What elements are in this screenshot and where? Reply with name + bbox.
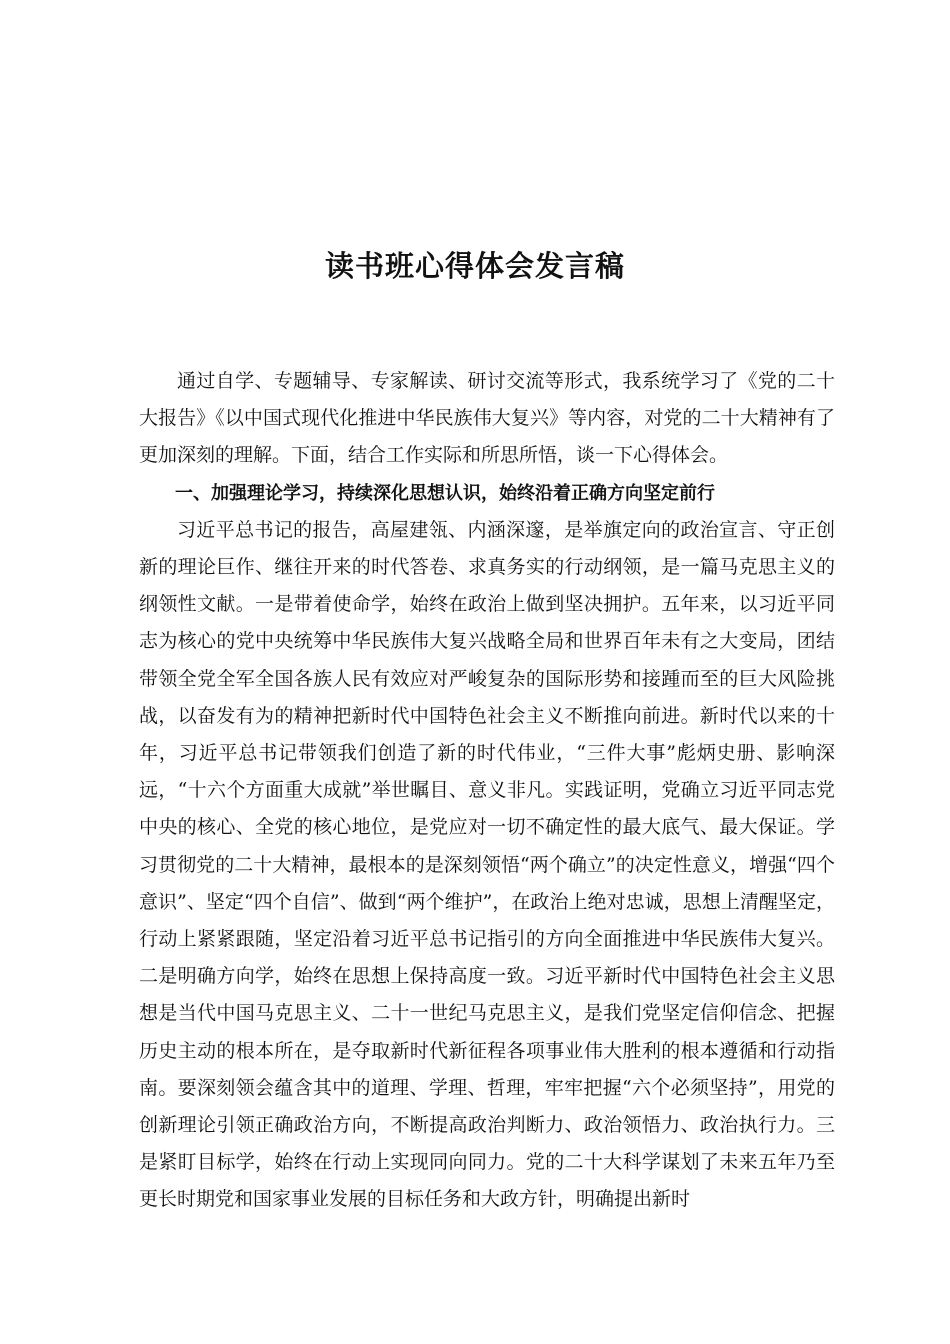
intro-paragraph: 通过自学、专题辅导、专家解读、研讨交流等形式，我系统学习了《党的二十大报告》《以中国式现代化推进中华民族伟大复兴》等内容，对党的二十大精神有了更加深刻的理解。下面，结合工作实际和所思所悟，谈一下心得体会。 (139, 370, 835, 467)
document-title: 读书班心得体会发言稿 (324, 249, 625, 283)
section-1-paragraph: 习近平总书记的报告，高屋建瓴、内涵深邃，是举旗定向的政治宣言、守正创新的理论巨作、继往开来的时代答卷、求真务实的行动纲领，是一篇马克思主义的纲领性文献。一是带着使命学，始终在政治上做到坚决拥护。五年来，以习近平同志为核心的党中央统筹中华民族伟大复兴战略全局和世界百年未有之大变局，团结带领全党全军全国各族人民有效应对严峻复杂的国际形势和接踵而至的巨大风险挑战，以奋发有为的精神把新时代中国特色社会主义不断推向前进。新时代以来的十年，习近平总书记带领我们创造了新的时代伟业，“三件大事”彪炳史册、影响深远，“十六个方面重大成就”举世瞩目、意义非凡。实践证明，党确立习近平同志党中央的核心、全党的核心地位，是党应对一切不确定性的最大底气、最大保证。学习贯彻党的二十大精神，最根本的是深刻领悟“两个确立”的决定性意义，增强“四个意识”、坚定“四个自信”、做到“两个维护”，在政治上绝对忠诚，思想上清醒坚定，行动上紧紧跟随，坚定沿着习近平总书记指引的方向全面推进中华民族伟大复兴。二是明确方向学，始终在思想上保持高度一致。习近平新时代中国特色社会主义思想是当代中国马克思主义、二十一世纪马克思主义，是我们党坚定信仰信念、把握历史主动的根本所在，是夺取新时代新征程各项事业伟大胜利的根本遵循和行动指南。要深刻领会蕴含其中的道理、学理、哲理，牢牢把握“六个必须坚持”，用党的创新理论引领正确政治方向，不断提高政治判断力、政治领悟力、政治执行力。三是紧盯目标学，始终在行动上实现同向同力。党的二十大科学谋划了未来五年乃至更长时期党和国家事业发展的目标任务和大政方针，明确提出新时 (139, 518, 835, 1211)
section-heading-1: 一、加强理论学习，持续深化思想认识，始终沿着正确方向坚定前行 (175, 482, 715, 504)
document-body (139, 363, 835, 1219)
